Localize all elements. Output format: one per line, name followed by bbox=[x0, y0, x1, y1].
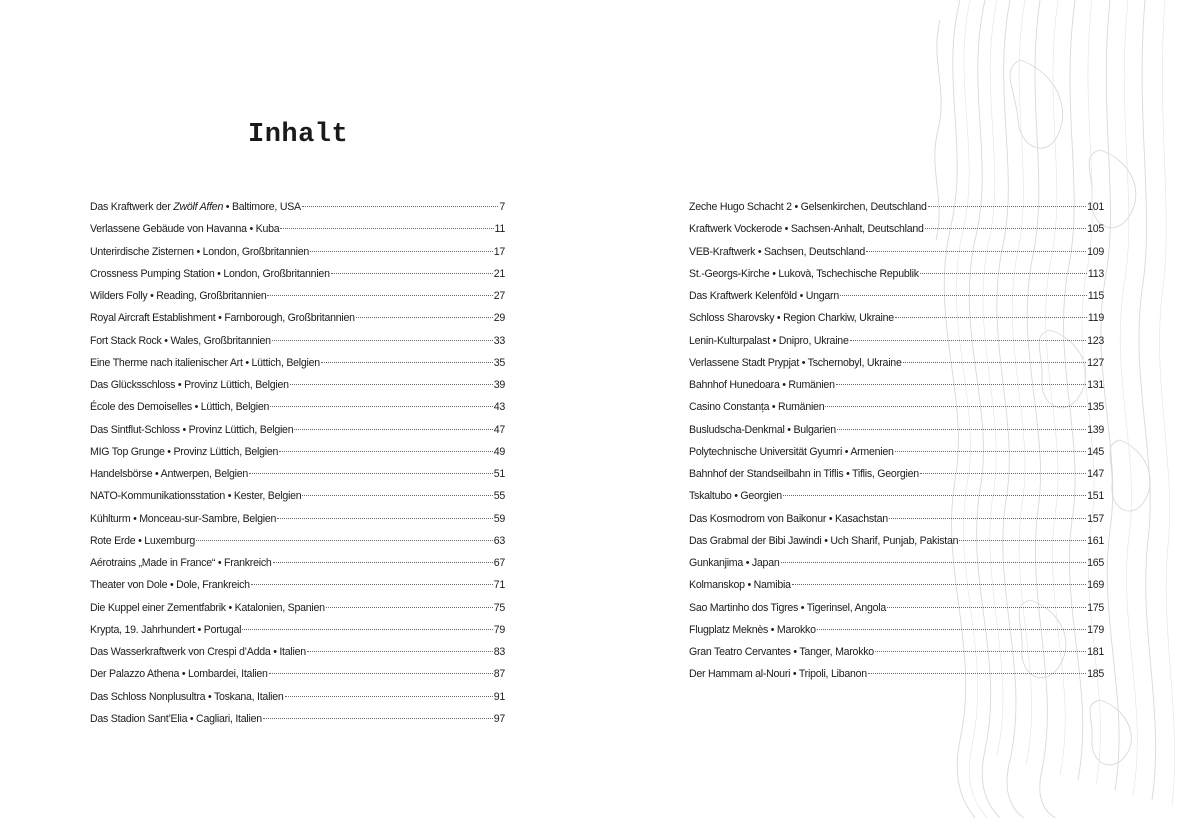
toc-entry bbox=[90, 307, 505, 329]
dot-leader bbox=[302, 206, 498, 207]
toc-entry-title: Gran Teatro Cervantes • Tanger, Marokko bbox=[689, 646, 874, 658]
dot-leader bbox=[783, 495, 1086, 496]
toc-entry-title: Krypta, 19. Jahrhundert • Portugal bbox=[90, 623, 242, 636]
dot-leader bbox=[321, 362, 493, 363]
dot-leader bbox=[242, 629, 492, 630]
toc-entry-page: 165 bbox=[1087, 557, 1104, 569]
toc-entry-page: 175 bbox=[1087, 601, 1104, 614]
toc-entry-title: Gunkanjima • Japan bbox=[689, 557, 780, 569]
toc-entry bbox=[689, 619, 1104, 641]
toc-entry-title: Tskaltubo • Georgien bbox=[689, 490, 782, 503]
toc-entry-title: Zeche Hugo Schacht 2 • Gelsenkirchen, Deutschland bbox=[689, 201, 927, 213]
toc-entry bbox=[90, 285, 505, 307]
dot-leader bbox=[850, 340, 1086, 341]
toc-entry bbox=[689, 352, 1104, 374]
toc-entry-title-rest: • Baltimore, USA bbox=[223, 201, 301, 213]
dot-leader bbox=[294, 429, 492, 430]
dot-leader bbox=[196, 540, 493, 541]
toc-entry bbox=[689, 285, 1104, 307]
dot-leader bbox=[263, 718, 493, 719]
toc-entry bbox=[689, 263, 1104, 285]
toc-entry bbox=[90, 218, 505, 240]
toc-entry-title: Polytechnische Universität Gyumri • Armenien bbox=[689, 445, 894, 458]
dot-leader bbox=[781, 562, 1087, 563]
toc-right-column bbox=[689, 196, 1104, 686]
toc-entry-title: Kolmanskop • Namibia bbox=[689, 579, 791, 592]
toc-entry-title: Das Kosmodrom von Baikonur • Kasachstan bbox=[689, 512, 888, 525]
toc-entry-page: 185 bbox=[1087, 668, 1104, 681]
toc-entry-title: Das Glücksschloss • Provinz Lüttich, Belgien bbox=[90, 379, 289, 391]
dot-leader bbox=[792, 584, 1086, 585]
toc-entry-title: Casino Constanța • Rumänien bbox=[689, 401, 825, 414]
dot-leader bbox=[270, 406, 493, 407]
toc-entry-page: 157 bbox=[1087, 512, 1104, 525]
dot-leader bbox=[302, 495, 492, 496]
toc-entry-title: Kraftwerk Vockerode • Sachsen-Anhalt, Deutschland bbox=[689, 223, 924, 236]
dot-leader bbox=[249, 473, 493, 474]
toc-entry bbox=[90, 196, 505, 218]
dot-leader bbox=[279, 451, 493, 452]
toc-entry-page: 67 bbox=[493, 557, 505, 569]
toc-entry-title: Das Grabmal der Bibi Jawindi • Uch Sharif, Punjab, Pakistan bbox=[689, 534, 959, 547]
toc-entry bbox=[689, 441, 1104, 463]
toc-entry bbox=[90, 241, 505, 263]
toc-entry-title: Unterirdische Zisternen • London, Großbritannien bbox=[90, 245, 310, 258]
toc-entry-page: 7 bbox=[499, 201, 505, 213]
toc-entry-page: 127 bbox=[1087, 356, 1104, 369]
page-title: Inhalt bbox=[248, 120, 349, 150]
dot-leader bbox=[840, 295, 1087, 296]
toc-entry bbox=[689, 330, 1104, 352]
toc-entry-page: 39 bbox=[493, 379, 505, 391]
toc-entry-title: Verlassene Stadt Prypjat • Tschernobyl, Ukraine bbox=[689, 356, 902, 369]
toc-entry bbox=[689, 485, 1104, 507]
dot-leader bbox=[887, 607, 1086, 608]
toc-entry-title: Aérotrains „Made in France“ • Frankreich bbox=[90, 557, 272, 569]
toc-entry-title: VEB-Kraftwerk • Sachsen, Deutschland bbox=[689, 245, 866, 258]
toc-entry-title: Verlassene Gebäude von Havanna • Kuba bbox=[90, 223, 280, 236]
dot-leader bbox=[277, 518, 493, 519]
toc-entry-title bbox=[90, 196, 301, 218]
toc-entry bbox=[90, 330, 505, 352]
toc-entry-page: 105 bbox=[1087, 223, 1104, 236]
toc-entry-page: 123 bbox=[1087, 334, 1104, 347]
dot-leader bbox=[272, 340, 493, 341]
toc-entry bbox=[689, 552, 1104, 574]
dot-leader bbox=[895, 317, 1087, 318]
dot-leader bbox=[889, 518, 1086, 519]
toc-entry-page: 29 bbox=[493, 312, 505, 325]
toc-entry-title: Das Schloss Nonplusultra • Toskana, Italien bbox=[90, 690, 284, 703]
toc-entry bbox=[90, 419, 505, 441]
toc-entry bbox=[90, 463, 505, 485]
toc-entry bbox=[90, 686, 505, 708]
toc-entry-page: 147 bbox=[1087, 468, 1104, 480]
dot-leader bbox=[920, 473, 1086, 474]
dot-leader bbox=[285, 696, 493, 697]
toc-entry-title: Royal Aircraft Establishment • Farnborough, Großbritannien bbox=[90, 312, 355, 325]
toc-entry bbox=[90, 574, 505, 596]
toc-entry bbox=[689, 396, 1104, 418]
toc-entry-title: NATO-Kommunikationsstation • Kester, Belgien bbox=[90, 490, 302, 503]
toc-entry-page: 113 bbox=[1087, 267, 1104, 280]
toc-entry bbox=[90, 352, 505, 374]
toc-entry-title: Das Sintflut-Schloss • Provinz Lüttich, Belgien bbox=[90, 423, 294, 436]
toc-entry-page: 11 bbox=[494, 223, 505, 236]
dot-leader bbox=[280, 228, 493, 229]
toc-entry bbox=[689, 597, 1104, 619]
toc-entry bbox=[90, 441, 505, 463]
dot-leader bbox=[925, 228, 1086, 229]
dot-leader bbox=[866, 251, 1086, 252]
toc-entry-page: 83 bbox=[493, 646, 505, 658]
toc-entry-title: Schloss Sharovsky • Region Charkiw, Ukraine bbox=[689, 312, 894, 325]
toc-entry bbox=[90, 508, 505, 530]
toc-entry bbox=[90, 708, 505, 730]
toc-entry-title: Rote Erde • Luxemburg bbox=[90, 534, 196, 547]
toc-entry bbox=[90, 396, 505, 418]
dot-leader bbox=[307, 651, 493, 652]
toc-entry bbox=[689, 374, 1104, 396]
toc-entry-page: 47 bbox=[493, 423, 505, 436]
dot-leader bbox=[895, 451, 1086, 452]
toc-entry bbox=[689, 463, 1104, 485]
dot-leader bbox=[868, 673, 1086, 674]
toc-entry-page: 151 bbox=[1087, 490, 1104, 503]
dot-leader bbox=[875, 651, 1086, 652]
dot-leader bbox=[903, 362, 1086, 363]
toc-entry-page: 55 bbox=[493, 490, 505, 503]
toc-entry bbox=[90, 374, 505, 396]
toc-entry-title: St.-Georgs-Kirche • Lukovà, Tschechische Republik bbox=[689, 267, 919, 280]
toc-entry-page: 49 bbox=[493, 445, 505, 458]
dot-leader bbox=[269, 673, 493, 674]
toc-entry-page: 97 bbox=[493, 712, 505, 725]
toc-entry-page: 169 bbox=[1087, 579, 1104, 592]
toc-entry bbox=[689, 574, 1104, 596]
dot-leader bbox=[836, 384, 1086, 385]
toc-entry-title: Bahnhof der Standseilbahn in Tiflis • Tiflis, Georgien bbox=[689, 468, 919, 480]
toc-entry-title: Fort Stack Rock • Wales, Großbritannien bbox=[90, 334, 271, 347]
dot-leader bbox=[928, 206, 1086, 207]
toc-entry-title: Das Wasserkraftwerk von Crespi d’Adda • Italien bbox=[90, 646, 306, 658]
toc-entry-page: 131 bbox=[1087, 379, 1104, 391]
toc-entry-page: 109 bbox=[1087, 245, 1104, 258]
toc-entry-page: 59 bbox=[493, 512, 505, 525]
dot-leader bbox=[920, 273, 1087, 274]
toc-entry bbox=[689, 307, 1104, 329]
toc-entry-title: Das Stadion Sant’Elia • Cagliari, Italien bbox=[90, 712, 262, 725]
toc-entry-page: 101 bbox=[1087, 201, 1104, 213]
toc-entry bbox=[689, 196, 1104, 218]
toc-entry-title: Die Kuppel einer Zementfabrik • Katalonien, Spanien bbox=[90, 601, 325, 614]
toc-entry-title: Sao Martinho dos Tigres • Tigerinsel, Angola bbox=[689, 601, 887, 614]
toc-entry-title: Crossness Pumping Station • London, Großbritannien bbox=[90, 267, 330, 280]
toc-entry-title: MIG Top Grunge • Provinz Lüttich, Belgien bbox=[90, 445, 279, 458]
toc-entry-page: 139 bbox=[1087, 423, 1104, 436]
toc-entry bbox=[689, 218, 1104, 240]
toc-entry-page: 119 bbox=[1087, 312, 1104, 325]
toc-entry bbox=[689, 419, 1104, 441]
toc-entry-title: Wilders Folly • Reading, Großbritannien bbox=[90, 290, 267, 302]
toc-entry-title: Eine Therme nach italienischer Art • Lüttich, Belgien bbox=[90, 356, 320, 369]
dot-leader bbox=[331, 273, 493, 274]
toc-entry-page: 21 bbox=[493, 267, 505, 280]
toc-entry-page: 87 bbox=[493, 668, 505, 681]
dot-leader bbox=[959, 540, 1086, 541]
toc-entry-page: 35 bbox=[493, 356, 505, 369]
toc-entry-page: 27 bbox=[493, 290, 505, 302]
toc-entry-title: Theater von Dole • Dole, Frankreich bbox=[90, 579, 250, 592]
toc-entry-page: 115 bbox=[1087, 290, 1104, 302]
dot-leader bbox=[267, 295, 492, 296]
toc-entry-title: Kühlturm • Monceau-sur-Sambre, Belgien bbox=[90, 512, 277, 525]
dot-leader bbox=[273, 562, 493, 563]
toc-entry-title: Das Kraftwerk Kelenföld • Ungarn bbox=[689, 290, 839, 302]
toc-entry bbox=[90, 641, 505, 663]
dot-leader bbox=[290, 384, 493, 385]
dot-leader bbox=[356, 317, 493, 318]
toc-entry bbox=[90, 663, 505, 685]
toc-entry-title: Der Palazzo Athena • Lombardei, Italien bbox=[90, 668, 268, 681]
toc-entry-page: 145 bbox=[1087, 445, 1104, 458]
toc-entry bbox=[90, 485, 505, 507]
toc-entry-title: Lenin-Kulturpalast • Dnipro, Ukraine bbox=[689, 334, 849, 347]
toc-entry-title-italic: Zwölf Affen bbox=[173, 201, 224, 213]
toc-entry-page: 179 bbox=[1087, 623, 1104, 636]
toc-entry bbox=[689, 530, 1104, 552]
toc-entry-page: 33 bbox=[493, 334, 505, 347]
toc-entry bbox=[90, 530, 505, 552]
toc-entry-page: 43 bbox=[493, 401, 505, 414]
toc-left-column bbox=[90, 196, 505, 730]
toc-entry bbox=[689, 508, 1104, 530]
toc-entry bbox=[90, 263, 505, 285]
toc-entry-page: 79 bbox=[493, 623, 505, 636]
toc-entry bbox=[689, 663, 1104, 685]
toc-entry bbox=[689, 241, 1104, 263]
toc-entry-page: 91 bbox=[493, 690, 505, 703]
toc-entry-title: Der Hammam al-Nouri • Tripoli, Libanon bbox=[689, 668, 867, 681]
toc-entry bbox=[90, 552, 505, 574]
dot-leader bbox=[310, 251, 493, 252]
toc-entry-title: Bahnhof Hunedoara • Rumänien bbox=[689, 379, 835, 391]
toc-entry bbox=[90, 619, 505, 641]
dot-leader bbox=[817, 629, 1086, 630]
dot-leader bbox=[326, 607, 493, 608]
dot-leader bbox=[825, 406, 1086, 407]
toc-entry bbox=[90, 597, 505, 619]
toc-entry-title: Busludscha-Denkmal • Bulgarien bbox=[689, 423, 836, 436]
toc-entry-page: 75 bbox=[493, 601, 505, 614]
toc-entry-title: Flugplatz Meknès • Marokko bbox=[689, 623, 816, 636]
toc-entry-page: 51 bbox=[493, 468, 505, 480]
dot-leader bbox=[251, 584, 493, 585]
toc-entry-page: 17 bbox=[493, 245, 505, 258]
dot-leader bbox=[837, 429, 1086, 430]
toc-entry-title-prefix: Das Kraftwerk der bbox=[90, 201, 174, 213]
toc-entry bbox=[689, 641, 1104, 663]
toc-entry-page: 181 bbox=[1087, 646, 1104, 658]
toc-entry-title: École des Demoiselles • Lüttich, Belgien bbox=[90, 401, 270, 414]
toc-entry-page: 135 bbox=[1087, 401, 1104, 414]
toc-entry-page: 161 bbox=[1087, 534, 1104, 547]
toc-entry-title: Handelsbörse • Antwerpen, Belgien bbox=[90, 468, 249, 480]
toc-entry-page: 71 bbox=[493, 579, 505, 592]
toc-entry-page: 63 bbox=[493, 534, 505, 547]
